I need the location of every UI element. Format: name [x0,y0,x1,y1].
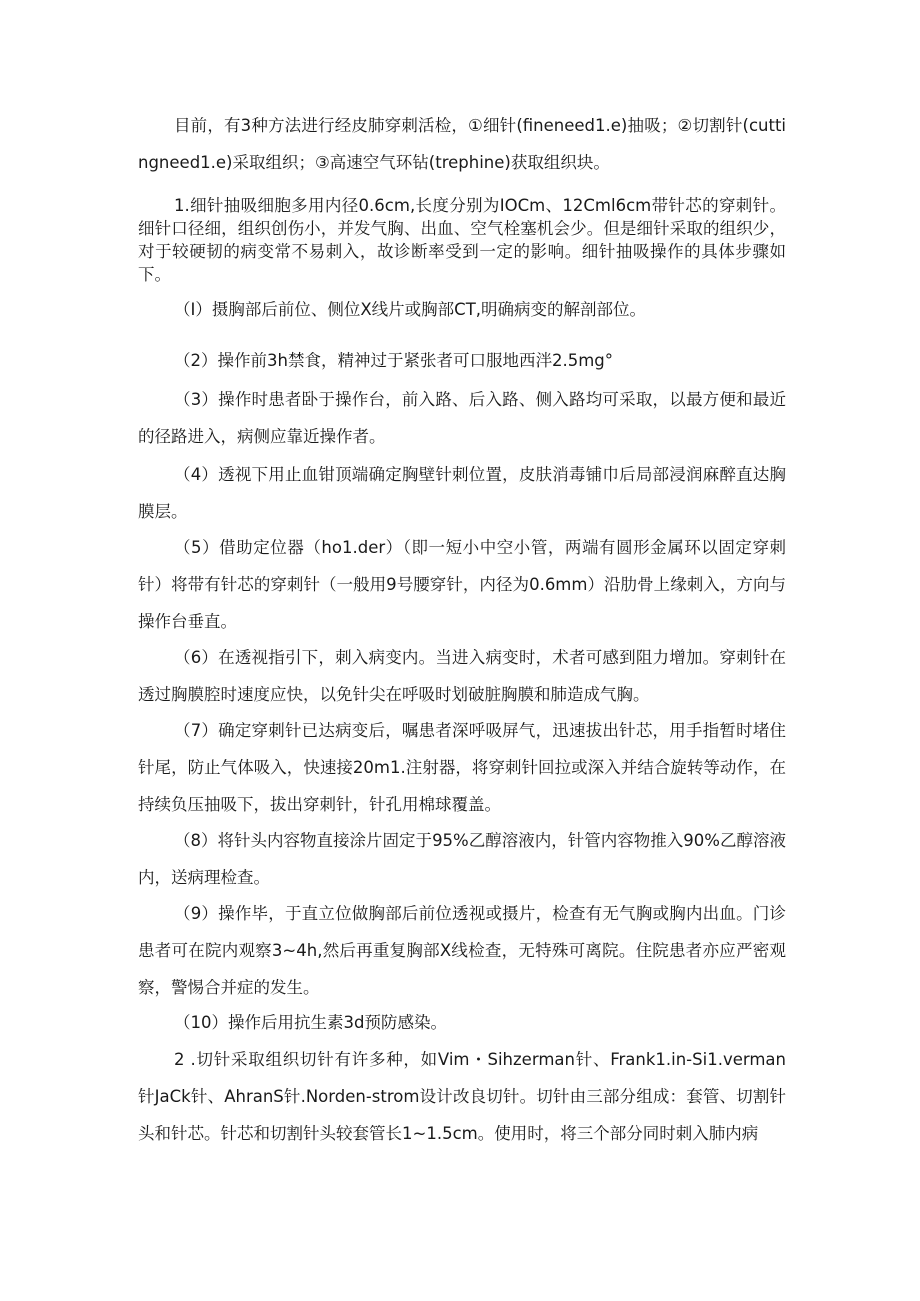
step-4-paragraph: （4）透视下用止血钳顶端确定胸壁针刺位置，皮肤消毒铺巾后局部浸润麻醉直达胸膜层。 [138,465,786,521]
step-2-paragraph: （2）操作前3h禁食，精神过于紧张者可口服地西泮2.5mg° [174,351,613,370]
step-8-paragraph: （8）将针头内容物直接涂片固定于95%乙醇溶液内，针管内容物推入90%乙醇溶液内，送病理检查。 [138,831,786,887]
fine-needle-paragraph: 1.细针抽吸细胞多用内径0.6cm,长度分别为IOCm、12Cml6cm带针芯的穿刺针。细针口径细，组织创伤小，并发气胸、出血、空气栓塞机会少。但是细针采取的组织少，对于较硬韧的病变常不易刺入，故诊断率受到一定的影响。细针抽吸操作的具体步骤如下。 [138,196,786,284]
step-10-paragraph: （10）操作后用抗生素3d预防感染。 [174,1013,447,1032]
step-6-paragraph: （6）在透视指引下，刺入病变内。当进入病变时，术者可感到阻力增加。穿刺针在透过胸膜腔时速度应快，以免针尖在呼吸时划破脏胸膜和肺造成气胸。 [138,648,786,704]
step-3-paragraph: （3）操作时患者卧于操作台，前入路、后入路、侧入路均可采取，以最方便和最近的径路进入，病侧应靠近操作者。 [138,390,786,446]
intro-paragraph: 目前，有3种方法进行经皮肺穿刺活检，①细针(fineneed1.e)抽吸；②切割针(cuttingneed1.e)采取组织；③高速空气环钻(trephine)获取组织块。 [138,116,786,172]
step-5-paragraph: （5）借助定位器（ho1.der）（即一短小中空小管，两端有圆形金属环以固定穿刺针）将带有针芯的穿刺针（一般用9号腰穿针，内径为0.6mm）沿肋骨上缘刺入，方向与操作台垂直。 [138,538,786,631]
step-9-paragraph: （9）操作毕，于直立位做胸部后前位透视或摄片，检查有无气胸或胸内出血。门诊患者可在院内观察3~4h,然后再重复胸部X线检查，无特殊可离院。住院患者亦应严密观察，警惕合并症的发生。 [138,904,786,997]
step-7-paragraph: （7）确定穿刺针已达病变后，嘱患者深呼吸屏气，迅速拔出针芯，用手指暂时堵住针尾，防止气体吸入，快速接20m1.注射器，将穿刺针回拉或深入并结合旋转等动作，在持续负压抽吸下，拔出穿刺针，针孔用棉球覆盖。 [138,721,786,814]
step-1-paragraph: （I）摄胸部后前位、侧位X线片或胸部CT,明确病变的解剖部位。 [174,300,647,319]
cutting-needle-paragraph: 2 .切针采取组织切针有许多种，如Vim・Sihzerman针、Frank1.in-Si1.verman针JaCk针、AhranS针.Norden-strom设计改良切针。切针由三部分组成：套管、切割针头和针芯。针芯和切割针头较套管长1~1.5cm。使用时，将三个部分同时刺入肺内病 [138,1050,786,1143]
